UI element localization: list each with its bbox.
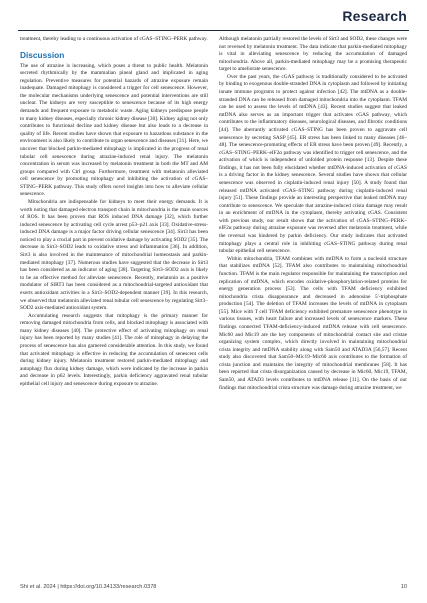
body-paragraph: The use of atrazine is increasing, which poses a threat to public health. Melatonin secreted rhythmically by the mammalian pineal gland and implicated in aging regulation. Preventive measures for potential hazards of atrazine exposure remain inadequate. Damaged mitophagy is considered a trigger for cell senescence. However, the molecular mechanisms underlying senescence and potential interventions are still unclear. The kidneys are very susceptible to senescence because of its high energy demands and frequent exposure to metabolic waste. Aging kidneys predispose people to many kidney diseases, especially chronic kidney disease [30]. Kidney aging not only contributes to functional decline and kidney disease but also leads to a decrease in quality of life. Recent studies have shown that exposure to hazardous substance in the environment is also likely to contribute to organ senescence and diseases [31]. Here, we uncover that blocked parkin-mediated mitophagy is implicated in the progress of renal tubular cell senescence during atrazine-induced renal injury. The melatonin concentration in serum was increased by melatonin treatment in both the MT and AM groups compared with Ctrl group. Furthermore, treatment with melatonin alleviated cell senescence by promoting mitophagy and inhibiting the activation of cGAS–STING–PERK pathway. This study offers novel insights into how to alleviate cellular senescence. bbox=[20, 62, 208, 198]
header-divider bbox=[18, 30, 409, 31]
body-paragraph: Mitochondria are indispensable for kidneys to meet their energy demands. It is worth noting that damaged electron transport chain in mitochondria is the main sources of ROS. It has been proven that ROS induced DNA damage [32], which further induced senescence by activating cell cycle arrest p53–p21 axis [33]. Oxidative-stress-induced DNA damage is a major factor driving cellular senescence [34]. Sirt3 has been noticed to play a crucial part in prevent oxidative damage by activating SOD2 [35]. The decrease in Sirt3–SOD2 leads to oxidative stress and inflammation [36]. In addition, Sirt3 is also involved in the maintenance of mitochondrial homeostasis and parkin-mediated mitophagy [37]. Numerous studies have suggested that the decrease in Sirt3 has been considered as an indicator of aging [38]. Targeting Sirt3–SOD2 axis is likely to be an effective method for alleviate senescence. Recently, melatonin as a positive modulator of SIRT3 has been considered as a mitochondrial-targeted antioxidant that exerts antioxidant activities in a Sirt3–SOD2-dependent manner [39]. In this research, we observed that melatonin alleviated renal tubular cell senescence by regulating Sirt3–SOD2 axis-mediated antioxidant system. bbox=[20, 198, 208, 312]
body-paragraph: Over the past years, the cGAS pathway is traditionally considered to be activated by binding to exogenous double-stranded DNA in cytoplasm and followed by initiating innate immune programs to protect against infection [42]. The mtDNA as a double-stranded DNA can be released from damaged mitochondria into the cytoplasm. TFAM can be used to assess the levels of mtDNA [43]. Recent studies suggest that leaked mtDNA also serves as an important trigger that activates cGAS pathway, which contributes to the inflammatory diseases, neurological diseases, and fibrotic conditions [44]. The aberrantly activated cGAS–STING has been proven to aggravate cell senescence by secreting SASP [45]. ER stress has been linked to many diseases [46–48]. The senescence-promoting effects of ER stress have been proven [49]. Recently, a cGAS–STING–PERK–eIF2α pathway was identified to trigger cell senescence, and the activation of which is independent of unfolded protein response [13]. Despite these findings, it has not been fully elucidated whether mtDNA-induced activation of cGAS is a driving factor in the kidney senescence. Several studies have shown that cellular senescence was observed in cisplatin-induced renal injury [50]. A study found that released mtDNA activated cGAS–STING pathway during cisplatin-induced renal injury [51]. These findings provide an interesting perspective that leaked mtDNA may contribute to senescence. We speculate that atrazine-induced crista damage may result in an enrichment of mtDNA in the cytoplasm, thereby activating cGAS. Consistent with previous study, our result shows that the activation of cGAS–STING–PERK–eIF2α pathway during atrazine exposure was reversed after melatonin treatment, while the reversal was hindered by parkin deficiency. Our study indicates that activated mitophagy plays a central role in inhibiting cGAS–STING pathway during renal tubular epithelial cell senescence. bbox=[219, 73, 407, 255]
body-paragraph: Although melatonin partially restored the levels of Sirt3 and SOD2, these changes were not reversed by melatonin treatment. The data indicate that parkin-mediated mitophagy is vital in alleviating senescence by reducing the accumulation of damaged mitochondria. Above all, parkin-mediated mitophagy may be a promising therapeutic target to ameliorate senescence. bbox=[219, 36, 407, 73]
intro-paragraph: treatment, thereby leading to a continuous activation of cGAS–STING–PERK pathway. bbox=[20, 36, 208, 42]
body-paragraph: Accumulating research suggests that mitophagy is the primary manner for removing damaged mitochondria from cells, and blocked mitophagy is associated with many kidney diseases [40]. The protective effect of activating mitophagy on renal injury has been reported by many studies [41]. The role of mitophagy in delaying the process of senescence has also garnered considerable attention. In this study, we found that activated mitophagy is effective in reducing the accumulation of senescent cells during kidney injury. Melatonin treatment restored parkin-mediated mitophagy and autophagy flux during kidney damage, which were indicated by the increase in parkin and decrease in p62 levels. Interestingly, parkin deficiency aggravated renal tubular epithelial cell injury and senescence during exposure to atrazine. bbox=[20, 312, 208, 387]
right-column bbox=[219, 36, 407, 576]
left-column bbox=[20, 36, 208, 576]
body-paragraph: Within mitochondria, TFAM combines with mtDNA to form a nucleoid structure that stabilizes mtDNA [52]. TFAM also contributes to maintaining mitochondrial function. TFAM is the main regulator responsible for maintaining the transcription and replication of mtDNA, which encodes oxidative-phosphorylation-related proteins for energy generation process [53]. The cells with TFAM deficiency exhibited mitochondria crista disappearance and decreased in adenosine 5′-triphosphate production [54]. The deletion of TFAM increases the levels of mtDNA in cytoplasm [55]. Mice with T cell TFAM deficiency exhibited premature senescence phenotype in various tissues, with heart failure and increased levels of senescence markers. These findings connected TFAM-deficiency-induced mtDNA release with cell senescence. Mic60 and Mic19 are the key components of mitochondrial contact site and cristae organizing system complex, which directly involved in maintaining mitochondrial crista integrity and mtDNA stability along with Sam50 and ATAD3A [56,57]. Recent study also discovered that Sam50–Mic19–Mic60 axis contributes to the formation of crista junction and maintains the integrity of mitochondrial membranes [58]. It has been reported that crista disorganization caused by decrease in Mic60, Mic19, TFAM, Sam50, and ATAD3 levels contributes to mtDNA release [11]. On the basis of our findings that mitochondrial crista structure was damage during atrazine treatment, we bbox=[219, 255, 407, 391]
footer-citation: Shi et al. 2024 | https://doi.org/10.34133/research.0378 bbox=[20, 584, 157, 590]
journal-title: Research bbox=[342, 8, 407, 24]
page-number: 10 bbox=[400, 584, 407, 590]
section-heading-discussion: Discussion bbox=[20, 49, 65, 60]
page-header bbox=[0, 0, 427, 32]
